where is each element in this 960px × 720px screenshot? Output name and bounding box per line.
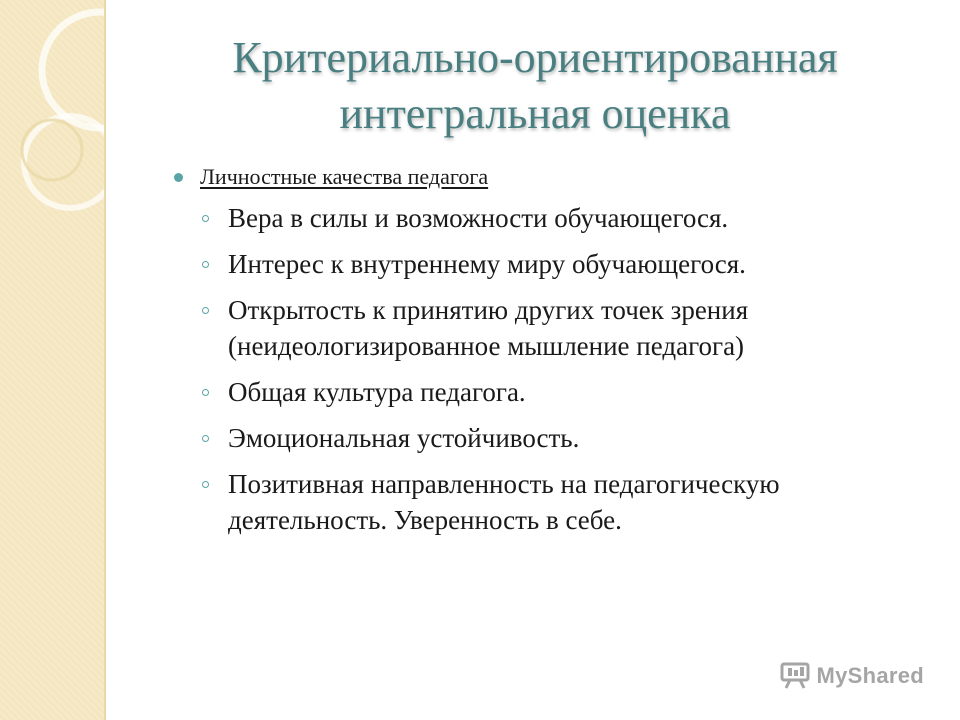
watermark bbox=[780, 662, 924, 690]
hollow-bullet-icon bbox=[202, 389, 209, 396]
hollow-bullet-icon bbox=[202, 261, 209, 268]
filled-bullet-icon bbox=[174, 173, 183, 182]
title-line-2: интегральная оценка bbox=[339, 89, 731, 138]
watermark-text: MyShared bbox=[816, 663, 924, 688]
list-item bbox=[170, 292, 910, 364]
decorative-side-strip bbox=[0, 0, 106, 720]
list-item bbox=[170, 374, 910, 410]
list-item-text: Вера в силы и возможности обучающегося. bbox=[228, 203, 729, 233]
hollow-bullet-icon bbox=[202, 481, 209, 488]
list-item bbox=[170, 200, 910, 236]
presentation-board-icon bbox=[780, 662, 810, 690]
decorative-circles-icon bbox=[0, 0, 104, 720]
list-item bbox=[170, 466, 910, 538]
section-heading-item bbox=[170, 160, 910, 194]
hollow-bullet-icon bbox=[202, 435, 209, 442]
slide-title bbox=[150, 30, 920, 142]
title-line-1: Критериально-ориентированная bbox=[232, 33, 838, 82]
list-item-text: Открытость к принятию других точек зрения (неидеологизированное мышление педагога) bbox=[228, 295, 749, 361]
slide-content bbox=[170, 160, 910, 548]
hollow-bullet-icon bbox=[202, 307, 209, 314]
list-item bbox=[170, 246, 910, 282]
list-item-text: Общая культура педагога. bbox=[228, 377, 526, 407]
list-item-text: Интерес к внутреннему миру обучающегося. bbox=[228, 249, 746, 279]
list-item-text: Эмоциональная устойчивость. bbox=[228, 423, 580, 453]
list-item-text: Позитивная направленность на педагогическую деятельность. Уверенность в себе. bbox=[228, 469, 780, 535]
list-item bbox=[170, 420, 910, 456]
section-heading: Личностные качества педагога bbox=[200, 164, 489, 189]
hollow-bullet-icon bbox=[202, 215, 209, 222]
